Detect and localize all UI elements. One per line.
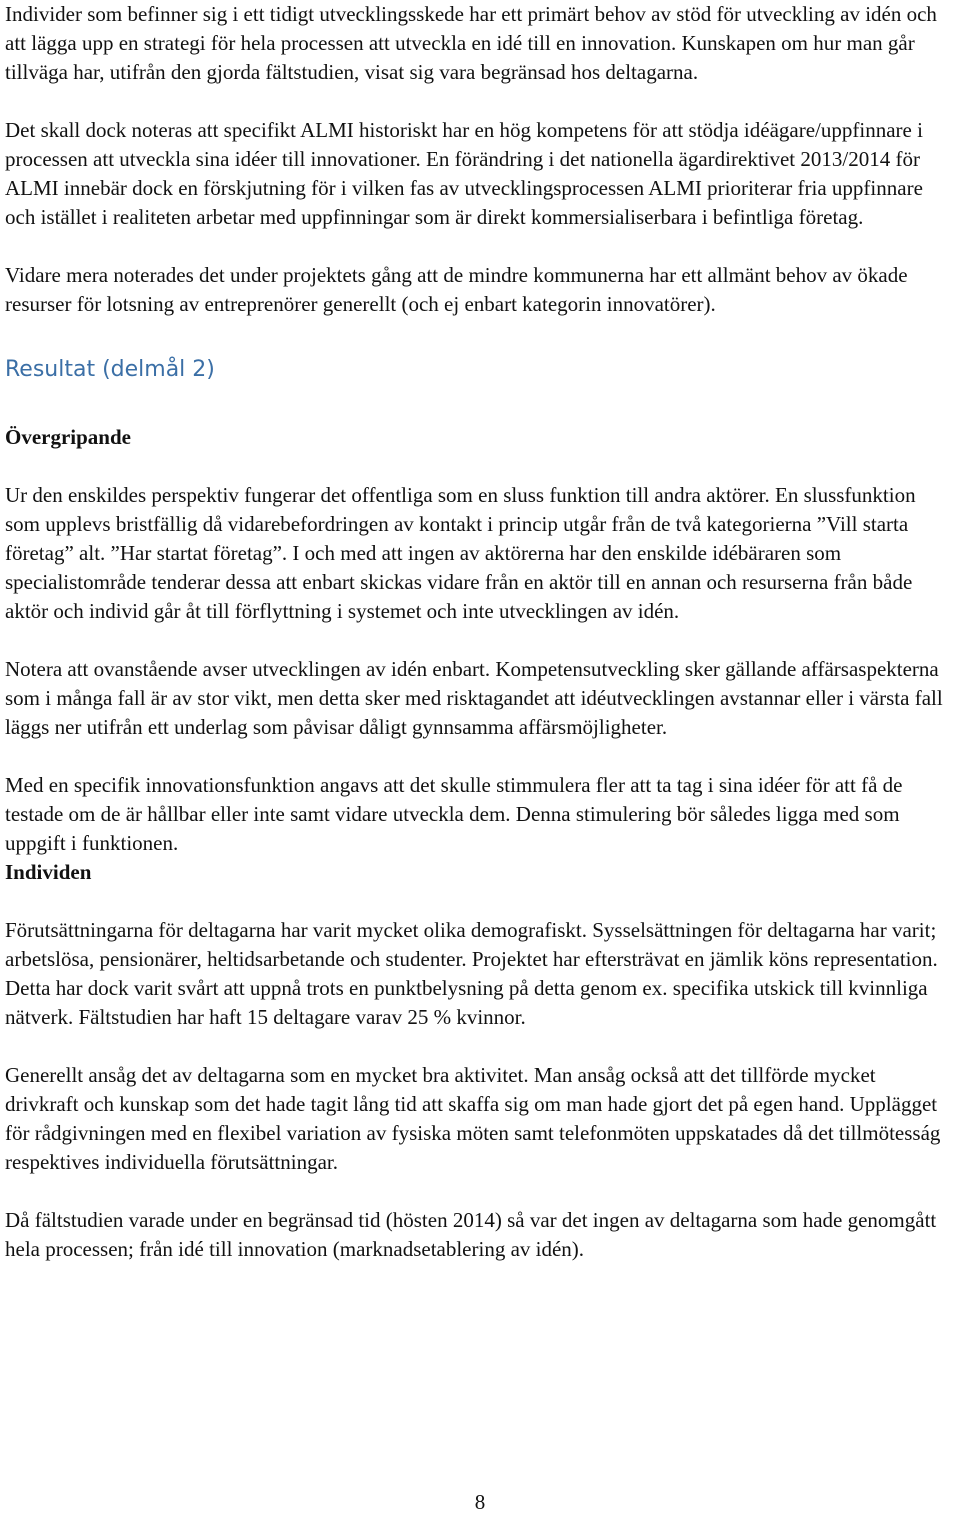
- paragraph-individual-3: Då fältstudien varade under en begränsad tid (hösten 2014) så var det ingen av deltagarna som hade genomgått hela processen; från idé till innovation (marknadsetablering av idén).: [5, 1208, 937, 1261]
- paragraph-intro-1: Individer som befinner sig i ett tidigt utvecklingsskede har ett primärt behov av stöd för utveckling av idén och att lägga upp en strategi för hela processen att utveckla en idé till en innovation. Kunskapen om hur man går tillväga har, utifrån den gjorda fältstudien, visat sig vara begränsad hos deltagarna.: [5, 2, 937, 84]
- paragraph-individual-1: Förutsättningarna för deltagarna har varit mycket olika demografiskt. Sysselsättningen för deltagarna har varit; arbetslösa, pensionärer, heltidsarbetande och studenter. Projektet har eftersträvat en jämlik köns representation. Detta har dock varit svårt att uppnå trots en punktbelysning på detta genom ex. specifika utskick till kvinnliga nätverk. Fältstudien har haft 15 deltagare varav 25 % kvinnor.: [5, 918, 938, 1029]
- paragraph-overall-3: Med en specifik innovationsfunktion angavs att det skulle stimmulera fler att ta tag i sina idéer för att få de testade om de är hållbar eller inte samt vidare utveckla dem. Denna stimulering bör således ligga med som uppgift i funktionen.: [5, 773, 903, 855]
- section-heading-results: Resultat (delmål 2): [5, 357, 215, 382]
- page-number: 8: [474, 1490, 486, 1514]
- subsection-heading-overall: Övergripande: [5, 425, 131, 449]
- paragraph-intro-2: Det skall dock noteras att specifikt ALMI historiskt har en hög kompetens för att stödja idéägare/uppfinnare i processen att utveckla sina idéer till innovationer. En förändring i det nationella ägardirektivet 2013/2014 för ALMI innebär dock en förskjutning för i vilken fas av utvecklingsprocessen ALMI prioriterar fria uppfinnare och istället i realiteten arbetar med uppfinningar som är direkt kommersialiserbara i befintliga företag.: [5, 118, 923, 229]
- paragraph-individual-2: Generellt ansåg det av deltagarna som en mycket bra aktivitet. Man ansåg också att det tillförde mycket drivkraft och kunskap som det hade tagit lång tid att skaffa sig om man hade gjort det på egen hand. Upplägget för rådgivningen med en flexibel variation av fysiska möten samt telefonmöten uppskatades då det tillmötesság respektives individuella förutsättningar.: [5, 1063, 941, 1174]
- paragraph-intro-3: Vidare mera noterades det under projektets gång att de mindre kommunerna har ett allmänt behov av ökade resurser för lotsning av entreprenörer generellt (och ej enbart kategorin innovatörer).: [5, 263, 908, 316]
- paragraph-overall-2: Notera att ovanstående avser utvecklingen av idén enbart. Kompetensutveckling sker gällande affärsaspekterna som i många fall är av stor vikt, men detta sker med risktagandet att idéutvecklingen avstannar eller i värsta fall läggs ner utifrån ett underlag som påvisar dåligt gynnsamma affärsmöjligheter.: [5, 657, 943, 739]
- subsection-heading-individual: Individen: [5, 860, 92, 884]
- paragraph-overall-1: Ur den enskildes perspektiv fungerar det offentliga som en sluss funktion till andra aktörer. En slussfunktion som upplevs bristfällig då vidarebefordringen av kontakt i princip utgår från de två kategorierna ”Vill starta företag” alt. ”Har startat företag”. I och med att ingen av aktörerna har den enskilde idébäraren som specialistområde tenderar dessa att enbart skickas vidare från en aktör till en annan och resurserna från både aktör och individ går åt till förflyttning i systemet och inte utvecklingen av idén.: [5, 483, 916, 623]
